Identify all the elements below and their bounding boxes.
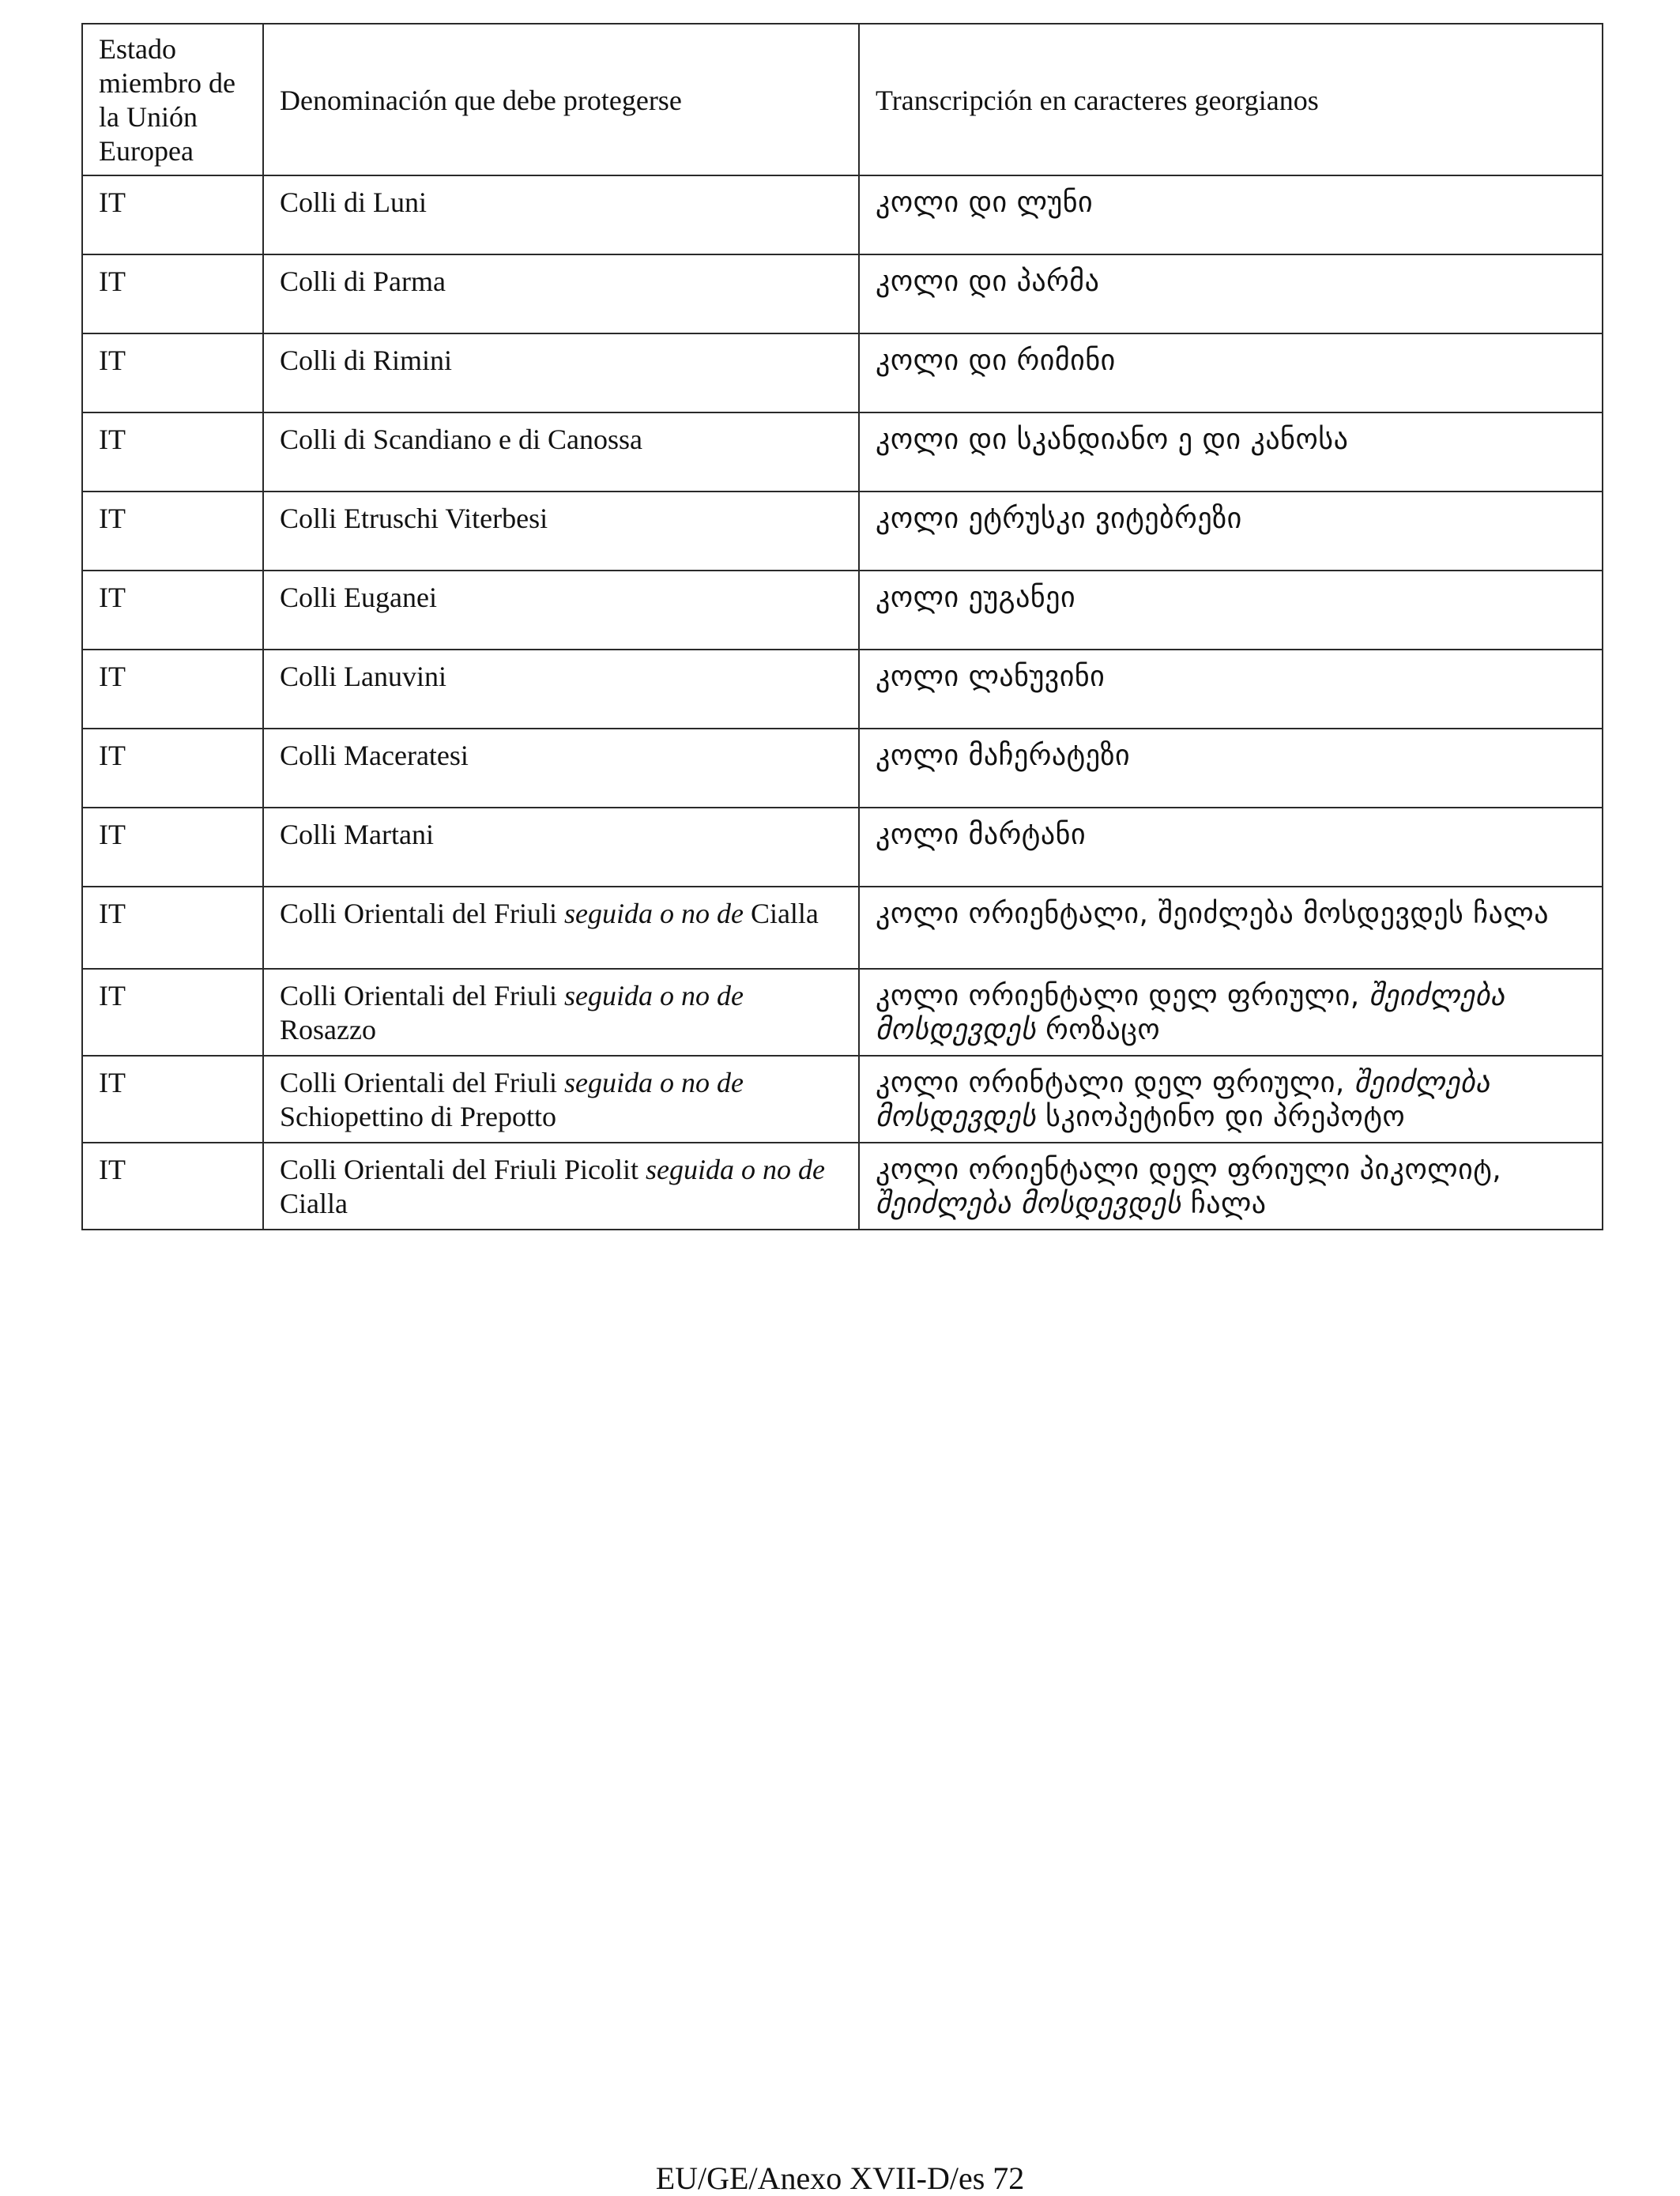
cell-member-state: IT [82, 887, 263, 969]
cell-member-state: IT [82, 1143, 263, 1230]
header-member-state: Estado miembro de la Unión Europea [82, 24, 263, 175]
cell-denomination: Colli Etruschi Viterbesi [263, 492, 859, 571]
denomination-suffix: Cialla [743, 898, 819, 929]
table-row [82, 571, 1603, 650]
transcription-suffix: სკიოპეტინო დი პრეპოტო [1036, 1101, 1406, 1133]
denomination-qualifier: seguida o no de [563, 898, 744, 929]
cell-transcription [859, 1143, 1603, 1230]
table-row [82, 412, 1603, 492]
cell-member-state: IT [82, 969, 263, 1056]
transcription-suffix: ჩალა [1181, 1188, 1267, 1220]
transcription-text: კოლი ორიენტალი, შეიძლება მოსდევდეს ჩალა [876, 898, 1549, 930]
cell-member-state: IT [82, 412, 263, 492]
denomination-qualifier: seguida o no de [563, 1067, 744, 1098]
denomination-suffix: Rosazzo [280, 1014, 376, 1045]
cell-transcription [859, 1056, 1603, 1143]
cell-member-state: IT [82, 175, 263, 254]
cell-member-state: IT [82, 492, 263, 571]
cell-transcription: კოლი დი სკანდიანო ე დი კანოსა [859, 412, 1603, 492]
table-row [82, 175, 1603, 254]
cell-denomination [263, 1143, 859, 1230]
cell-transcription: კოლი დი პარმა [859, 254, 1603, 333]
table-row [82, 1056, 1603, 1143]
geographical-indications-table [81, 23, 1603, 1230]
cell-transcription: კოლი დი რიმინი [859, 333, 1603, 412]
cell-denomination: Colli di Parma [263, 254, 859, 333]
table-row [82, 492, 1603, 571]
transcription-text: კოლი ორიენტალი დელ ფრიული, [876, 980, 1369, 1012]
cell-transcription: კოლი მარტანი [859, 808, 1603, 887]
header-denomination: Denominación que debe protegerse [263, 24, 859, 175]
cell-denomination: Colli Maceratesi [263, 729, 859, 808]
transcription-text: კოლი ორიენტალი დელ ფრიული პიკოლიტ, [876, 1154, 1502, 1186]
cell-denomination: Colli di Luni [263, 175, 859, 254]
table-row [82, 887, 1603, 969]
cell-transcription [859, 887, 1603, 969]
transcription-qualifier: შეიძლება მოსდევდეს [876, 1067, 1490, 1133]
table-row [82, 254, 1603, 333]
denomination-suffix: Schiopettino di Prepotto [280, 1101, 556, 1132]
header-georgian-transcription: Transcripción en caracteres georgianos [859, 24, 1603, 175]
cell-member-state: IT [82, 650, 263, 729]
cell-member-state: IT [82, 808, 263, 887]
cell-denomination: Colli di Rimini [263, 333, 859, 412]
cell-member-state: IT [82, 333, 263, 412]
transcription-qualifier: შეიძლება მოსდევდეს [876, 980, 1505, 1046]
cell-denomination: Colli Lanuvini [263, 650, 859, 729]
denomination-text: Colli Orientali del Friuli [280, 980, 564, 1011]
denomination-suffix: Cialla [280, 1188, 348, 1219]
transcription-qualifier: შეიძლება მოსდევდეს [876, 1188, 1181, 1220]
cell-member-state: IT [82, 729, 263, 808]
cell-transcription [859, 969, 1603, 1056]
cell-denomination: Colli di Scandiano e di Canossa [263, 412, 859, 492]
table-row [82, 969, 1603, 1056]
cell-transcription: კოლი მაჩერატეზი [859, 729, 1603, 808]
cell-member-state: IT [82, 254, 263, 333]
table-row [82, 729, 1603, 808]
denomination-qualifier: seguida o no de [563, 980, 744, 1011]
cell-transcription: კოლი ლანუვინი [859, 650, 1603, 729]
cell-denomination [263, 1056, 859, 1143]
cell-transcription: კოლი დი ლუნი [859, 175, 1603, 254]
cell-denomination: Colli Martani [263, 808, 859, 887]
cell-denomination [263, 887, 859, 969]
cell-member-state: IT [82, 571, 263, 650]
cell-transcription: კოლი ეტრუსკი ვიტებრეზი [859, 492, 1603, 571]
cell-denomination [263, 969, 859, 1056]
cell-denomination: Colli Euganei [263, 571, 859, 650]
page-footer-reference: EU/GE/Anexo XVII-D/es 72 [655, 2160, 1025, 2196]
cell-transcription: კოლი ეუგანეი [859, 571, 1603, 650]
table-row [82, 650, 1603, 729]
cell-member-state: IT [82, 1056, 263, 1143]
table-header-row [82, 24, 1603, 175]
transcription-text: კოლი ორინტალი დელ ფრიული, [876, 1067, 1354, 1099]
denomination-text: Colli Orientali del Friuli [280, 898, 564, 929]
table-row [82, 1143, 1603, 1230]
denomination-qualifier: seguida o no de [645, 1154, 825, 1185]
transcription-suffix: როზაცო [1036, 1014, 1161, 1046]
denomination-text: Colli Orientali del Friuli Picolit [280, 1154, 646, 1185]
denomination-text: Colli Orientali del Friuli [280, 1067, 564, 1098]
table-row [82, 333, 1603, 412]
table-row [82, 808, 1603, 887]
